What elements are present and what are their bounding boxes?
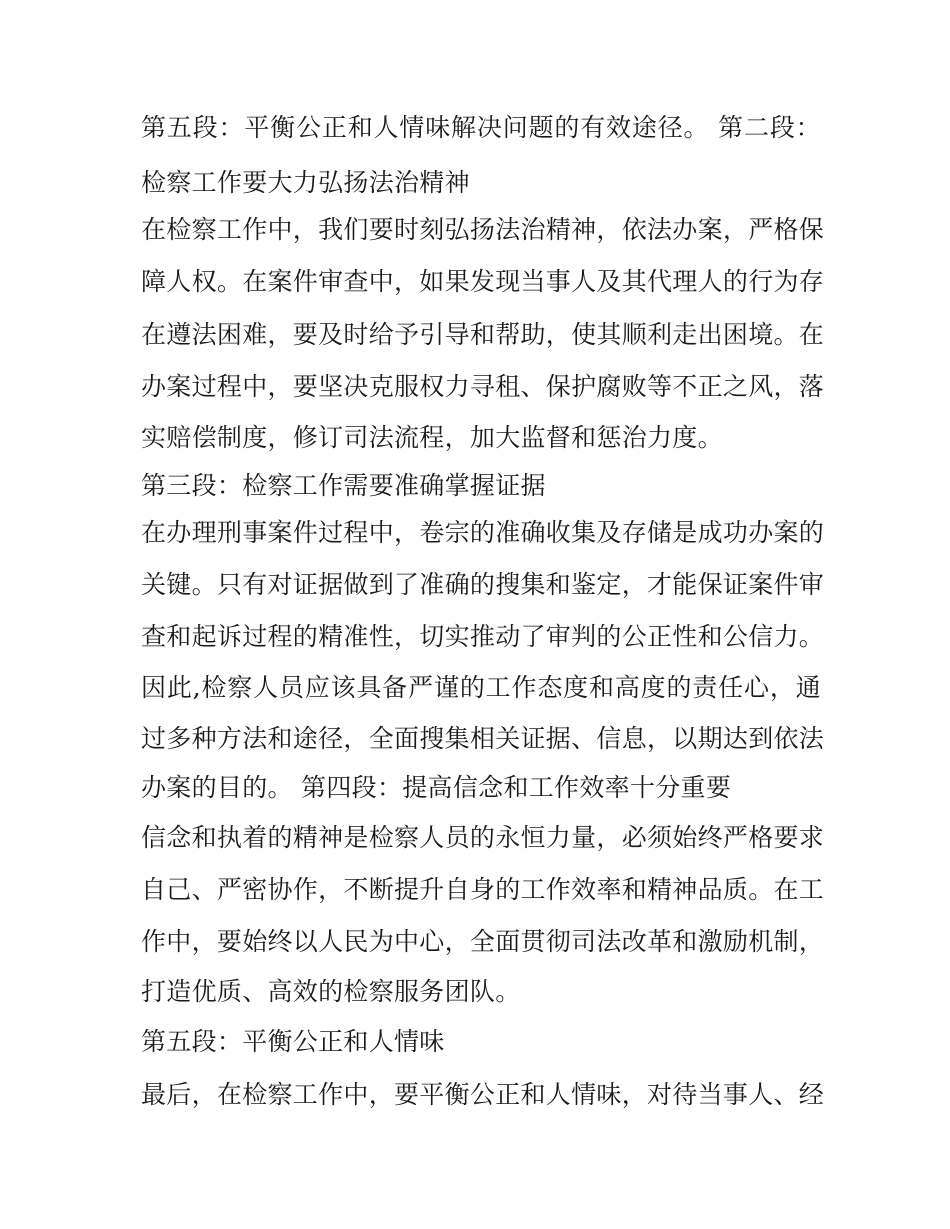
section-heading: 第五段：平衡公正和人情味 <box>141 1027 445 1056</box>
text-line: 过多种方法和途径，全面搜集相关证据、信息，以期达到依法 <box>141 724 825 753</box>
text-line: 办案的目的。 第四段：提高信念和工作效率十分重要 <box>141 773 732 802</box>
section-heading: 检察工作要大力弘扬法治精神 <box>141 168 470 197</box>
text-line: 自己、严密协作，不断提升自身的工作效率和精神品质。在工 <box>141 875 825 904</box>
text-line: 第五段：平衡公正和人情味解决问题的有效途径。 第二段： <box>141 113 821 142</box>
text-line: 打造优质、高效的检察服务团队。 <box>141 977 521 1006</box>
text-line: 最后，在检察工作中，要平衡公正和人情味，对待当事人、经 <box>141 1080 825 1109</box>
text-line: 在检察工作中，我们要时刻弘扬法治精神，依法办案，严格保 <box>141 215 825 244</box>
text-line: 障人权。在案件审查中，如果发现当事人及其代理人的行为存 <box>141 267 825 296</box>
text-line: 信念和执着的精神是检察人员的永恒力量，必须始终严格要求 <box>141 823 825 852</box>
text-line: 在办理刑事案件过程中，卷宗的准确收集及存储是成功办案的 <box>141 518 825 547</box>
text-line: 实赔偿制度，修订司法流程，加大监督和惩治力度。 <box>141 423 723 452</box>
text-line: 关键。只有对证据做到了准确的搜集和鉴定，才能保证案件审 <box>141 570 825 599</box>
text-line: 办案过程中，要坚决克服权力寻租、保护腐败等不正之风，落 <box>141 372 825 401</box>
text-line: 作中，要始终以人民为中心，全面贯彻司法改革和激励机制， <box>141 927 825 956</box>
text-line: 在遵法困难，要及时给予引导和帮助，使其顺利走出困境。在 <box>141 320 825 349</box>
section-heading: 第三段：检察工作需要准确掌握证据 <box>141 471 546 500</box>
text-line: 因此,检察人员应该具备严谨的工作态度和高度的责任心，通 <box>141 673 821 702</box>
text-line: 查和起诉过程的精准性，切实推动了审判的公正性和公信力。 <box>141 622 825 651</box>
